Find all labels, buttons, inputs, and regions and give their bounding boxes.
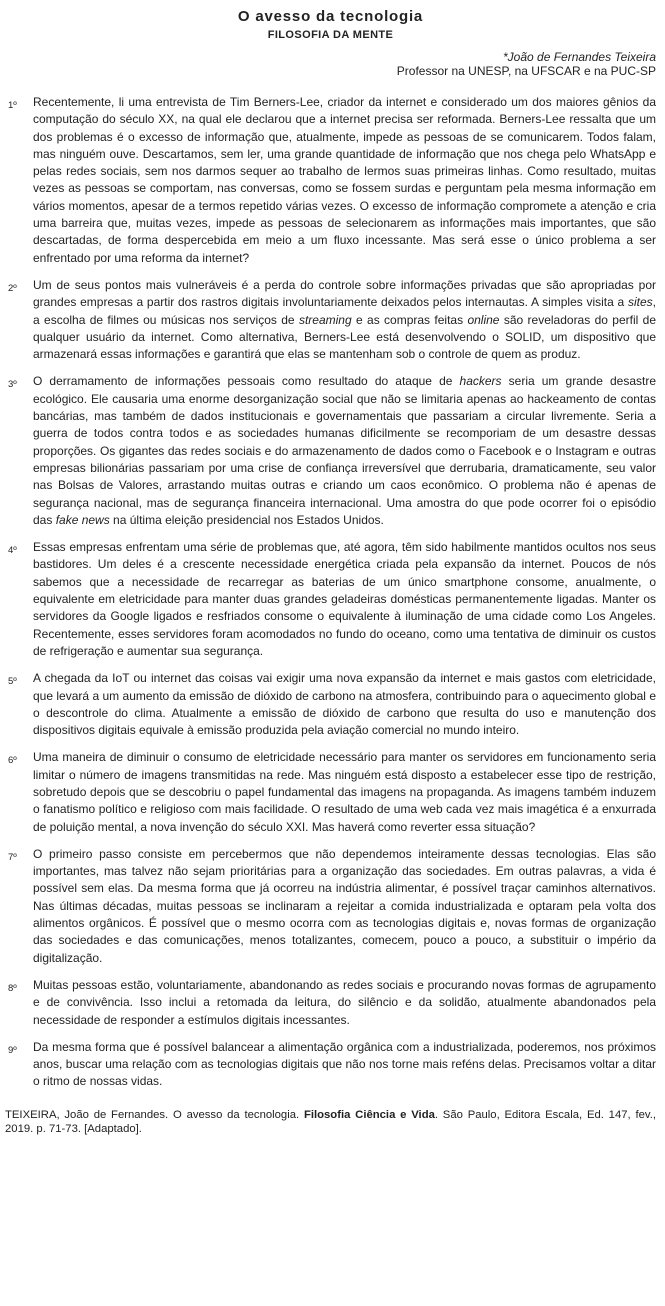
paragraph-text bbox=[33, 95, 656, 265]
byline bbox=[5, 51, 656, 78]
paragraph-number: 9º bbox=[8, 1044, 17, 1056]
paragraph-number: 2º bbox=[8, 282, 17, 294]
paragraph-text bbox=[33, 278, 656, 361]
italic-term: sites bbox=[627, 295, 653, 310]
paragraph-number: 6º bbox=[8, 755, 17, 767]
document-header bbox=[5, 8, 656, 78]
paragraph bbox=[5, 846, 656, 967]
text-run: Uma maneira de diminuir o consumo de eletricidade necessário para manter os servidores em funcionamento seria limitar o número de imagens transmitidas na rede. Mas ninguém está disposto a estabelecer esse tipo de restrição, sobretudo depois que se descobriu o papel fundamental das imagens na propaganda. As imagens também induzem o fanatismo político e religioso com mais facilidade. O resultado de uma web cada vez mais imagética é a enxurrada de poluição mental, a nova invenção do século XXI. Mas haverá como reverter essa situação? bbox=[33, 750, 656, 834]
paragraph-number: 7º bbox=[8, 851, 17, 863]
paragraph-number: 5º bbox=[8, 676, 17, 688]
author-name: *João de Fernandes Teixeira bbox=[503, 50, 656, 64]
text-run: A chegada da IoT ou internet das coisas vai exigir uma nova expansão da internet e mais gastos com eletricidade, que levará a um aumento da emissão de dióxido de carbono na atmosfera, contribuindo para o aquecimento global e o descontrole do clima. Atualmente a emissão de dióxido de carbono que resulta do uso e manutenção dos dispositivos digitais equivale à emissão produzida pela aviação comercial no mundo inteiro. bbox=[33, 671, 656, 738]
paragraph bbox=[5, 1039, 656, 1091]
text-run: Da mesma forma que é possível balancear a alimentação orgânica com a industrializada, poderemos, nos próximos anos, buscar uma relação com as tecnologias digitais que não nos torne mais reféns delas. Precisamos voltar a ditar o ritmo de nossas vidas. bbox=[33, 1039, 656, 1089]
text-run: O primeiro passo consiste em percebermos que não dependemos inteiramente dessas tecnologias. Elas são importantes, mas talvez não sejam prioritárias para a organização das sociedades. Em outras palavras, a vida é possível sem elas. Da mesma forma que já ocorreu na indústria alimentar, é possível traçar caminhos alternativos. Nas últimas décadas, muitas pessoas se inclinaram a rejeitar a comida industrializada e optaram pela volta dos alimentos orgânicos. É possível que o mesmo ocorra com as tecnologias digitais e, novas formas de organização das sociedades e das comunicações, menos totalizantes, comecem, pouco a pouco, a substituir o império da digitalização. bbox=[33, 846, 656, 965]
citation bbox=[5, 1108, 656, 1137]
article-body bbox=[5, 94, 656, 1091]
text-run: seria um grande desastre ecológico. Ele causaria uma enorme desorganização social que não se limitaria apenas ao hackeamento de contas bancárias, mas também de dados institucionais e governamentais que passariam a circular livremente. Seria a guerra de todos contra todos e as sociedades humanas dificilmente se recomporiam de um desastre dessas proporções. Os gigantes das redes sociais e do armazenamento de dados como o Facebook e o Instagram e outras empresas bilionárias passariam por uma crise de confiança irreversível que derrubaria, dramaticamente, seu valor nas Bolsas de Valores, arrastando muitas outras e criando um caos econômico. O problema não é apenas de segurança nacional, mas de segurança financeira internacional. Uma amostra do que pode ocorrer foi o episódio das bbox=[33, 374, 657, 527]
page-subtitle: FILOSOFIA DA MENTE bbox=[267, 29, 394, 41]
text-run: são reveladoras do perfil de qualquer usuário da internet. Como alternativa, Berners-Lee está desenvolvendo o SOLID, um dispositivo que armazenará essas informações e garantirá que elas se mantenham sob o controle de quem as produz. bbox=[33, 312, 656, 362]
text-run: e as compras feitas bbox=[351, 312, 468, 327]
text-run: , a escolha de filmes ou músicas nos serviços de bbox=[33, 295, 656, 327]
text-run: O derramamento de informações pessoais como resultado do ataque de bbox=[33, 374, 460, 389]
paragraph-text bbox=[33, 1040, 656, 1089]
paragraph bbox=[5, 373, 656, 529]
paragraph-number: 3º bbox=[8, 379, 17, 391]
text-run: Muitas pessoas estão, voluntariamente, abandonando as redes sociais e procurando novas formas de agrupamento e de convivência. Isso inclui a retomada da leitura, do silêncio e da solidão, atualmente abandonados pela necessidade de responder a estímulos digitais incessantes. bbox=[33, 977, 656, 1027]
text-run: TEIXEIRA, João de Fernandes. O avesso da tecnologia. bbox=[5, 1108, 304, 1121]
paragraph-number: 8º bbox=[8, 982, 17, 994]
paragraph bbox=[5, 94, 656, 267]
text-run: Recentemente, li uma entrevista de Tim Berners-Lee, criador da internet e considerado um dos maiores gênios da computação do século XX, na qual ele declarou que a internet precisa ser reformada. Berners-Lee ressalta que um dos problemas é o excesso de informação que, atualmente, impede as pessoas de se comunicarem. Todos falam, mas ninguém ouve. Descartamos, sem ler, uma grande quantidade de informação que nos chega pelo WhatsApp e pelas redes sociais, sem nos darmos sequer ao trabalho de lermos suas primeiras linhas. Como resultado, muitas vezes as pessoas se comportam, nas conversas, como se fossem surdas e perguntam pela mesma informação em vários momentos, apesar de a termos repetido várias vezes. O excesso de informação compromete a atenção e cria uma barreira que, muitas vezes, impede as pessoas de selecionarem as informações mais importantes, que são descartadas, de forma despercebida em meio a um fluxo incessante. Mas será esse o único problema a ser enfrentado por uma reforma da internet? bbox=[33, 95, 656, 265]
paragraph-number: 1º bbox=[8, 100, 17, 111]
paragraph bbox=[5, 670, 656, 739]
text-run: Um de seus pontos mais vulneráveis é a perda do controle sobre informações privadas que são apropriadas por grandes empresas a partir dos rastros digitais involuntariamente deixados pelos internautas. A simples visita a bbox=[33, 277, 656, 310]
paragraph-text bbox=[33, 540, 656, 658]
italic-term: online bbox=[467, 312, 500, 327]
paragraph bbox=[5, 277, 656, 363]
page-title: O avesso da tecnologia bbox=[237, 8, 424, 25]
text-run: na última eleição presidencial nos Estados Unidos. bbox=[109, 512, 384, 527]
italic-term: streaming bbox=[298, 312, 352, 327]
paragraph-text bbox=[33, 847, 656, 965]
text-run: Essas empresas enfrentam uma série de problemas que, até agora, têm sido habilmente mantidos ocultos nos seus bastidores. Um deles é a crescente necessidade energética criada pela expansão da internet. Poucos de nós sabemos que a necessidade de recarregar as baterias de um único smartphone consome, anualmente, o equivalente em eletricidade para manter duas grandes geladeiras domésticas permanentemente ligadas. Manter os servidores da Google ligados e resfriados consome o equivalente à iluminação de uma cidade como Los Angeles. Recentemente, esses servidores foram acomodados no fundo do oceano, como uma tentativa de diminuir os custos de refrigeração e aumentar sua segurança. bbox=[33, 540, 656, 658]
italic-term: fake news bbox=[55, 512, 110, 527]
paragraph-number: 4º bbox=[8, 545, 17, 557]
paragraph-text bbox=[33, 374, 656, 526]
italic-term: hackers bbox=[459, 374, 502, 389]
paragraph-text bbox=[33, 671, 656, 737]
paragraph bbox=[5, 977, 656, 1029]
text-run: . São Paulo, Editora Escala, Ed. 147, fev., 2019. p. 71-73. [Adaptado]. bbox=[5, 1108, 656, 1136]
paragraph-text bbox=[33, 750, 656, 833]
author-role: Professor na UNESP, na UFSCAR e na PUC-SP bbox=[396, 63, 656, 78]
paragraph bbox=[5, 539, 656, 660]
bold-term: Filosofia Ciência e Vida bbox=[303, 1108, 435, 1121]
paragraph-text bbox=[33, 978, 656, 1027]
paragraph bbox=[5, 749, 656, 835]
